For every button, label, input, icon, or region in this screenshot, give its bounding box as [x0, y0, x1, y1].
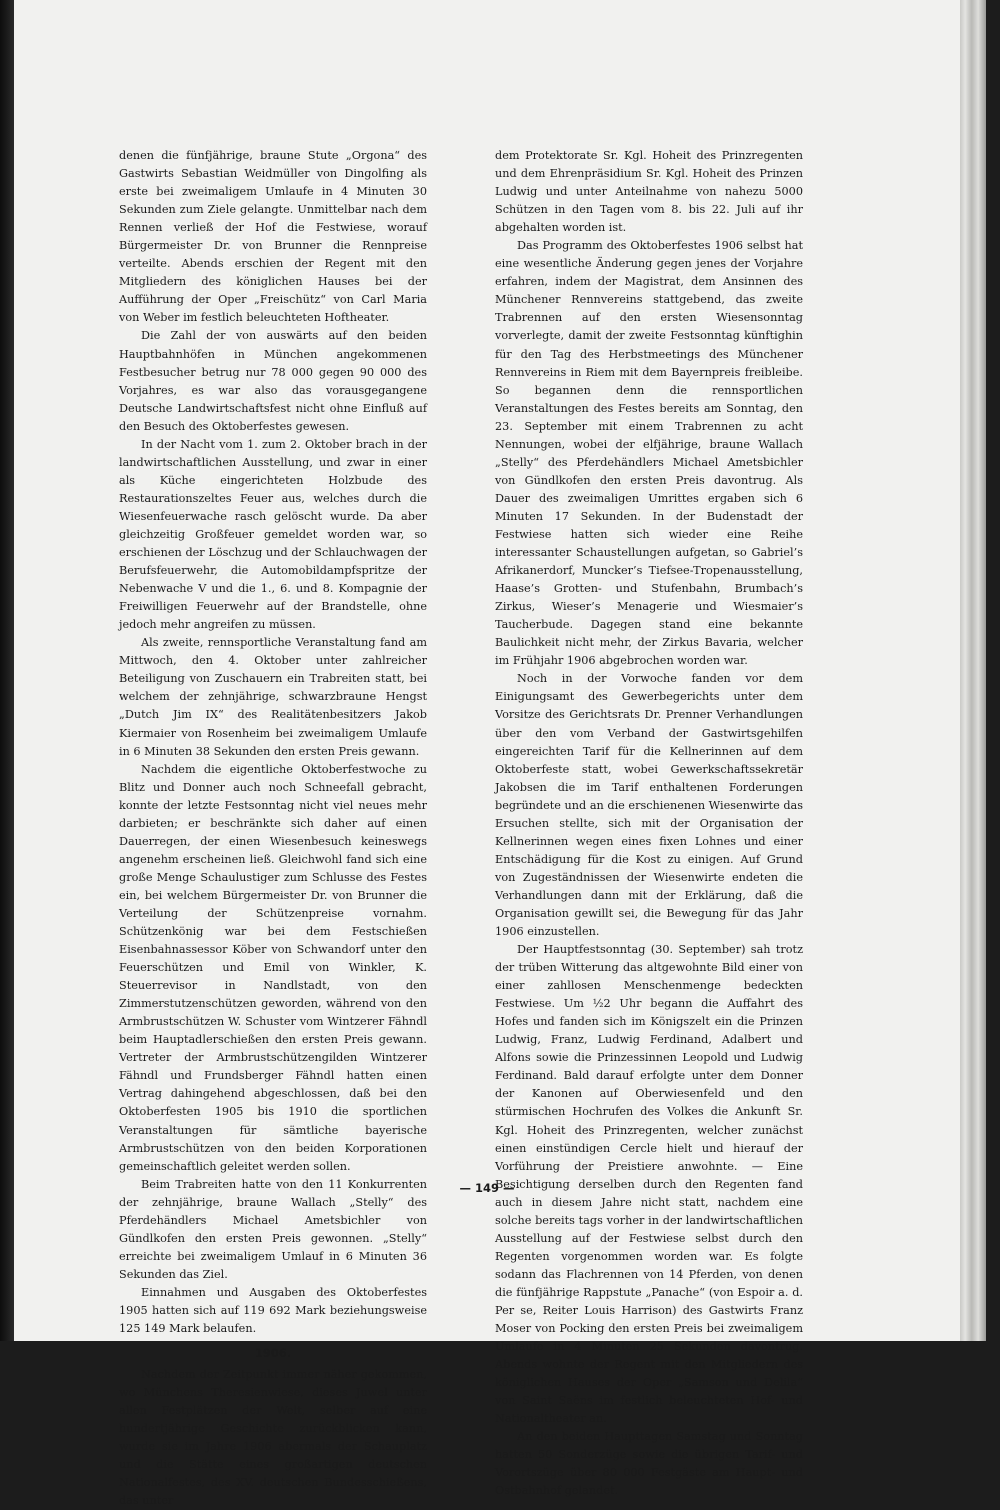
left-text-column	[119, 147, 427, 1510]
section-heading-1906: 1906.	[254, 1346, 292, 1361]
paragraph: Beim Trabreiten hatte von den 11 Konkurrenten der zehnjährige, braune Wallach „Stelly“ des Pferdehändlers Michael Ametsbichler von Gündlkofen den ersten Preis gewonnen. „Stelly“ erreichte bei zweimaligem Umlauf in 6 Minuten 36 Sekunden das Ziel.	[119, 1177, 427, 1281]
paragraph: Einnahmen und Ausgaben des Oktoberfestes 1905 hatten sich auf 119 692 Mark beziehungsweise 125 149 Mark belaufen.	[119, 1285, 427, 1336]
page-number: — 149 —	[459, 1181, 515, 1195]
paragraph: An den beiden Haupttagen Samstag und Sonntag hatten 50 Sonderzüge sowie die übrigen Tarif- und Vorortszüge über 80 000 Festgäste am Haupt- und Ostbahnhof gelandet.	[495, 1430, 803, 1498]
paragraph: Die Zahl der von auswärts auf den beiden Hauptbahnhöfen in München angekommenen Festbesucher betrug nur 78 000 gegen 90 000 des Vorjahres, es war also das vorausgegangene Deutsche Landwirtschaftsfest nicht ohne Einfluß auf den Besuch des Oktoberfestes gewesen.	[119, 329, 427, 433]
page-stack-edge	[960, 0, 986, 1341]
paragraph: dem Protektorate Sr. Kgl. Hoheit des Prinzregenten und dem Ehrenpräsidium Sr. Kgl. Hoheit des Prinzen Ludwig und unter Anteilnahme von nahezu 5000 Schützen in den Tagen vom 8. bis 22. Juli auf ihr abgehalten worden ist.	[495, 149, 803, 235]
paragraph: denen die fünfjährige, braune Stute „Orgona“ des Gastwirts Sebastian Weidmüller von Dingolfing als erste bei zweimaligem Umlaufe in 4 Minuten 30 Sekunden zum Ziele gelangte. Unmittelbar nach dem Rennen verließ der Hof die Festwiese, worauf Bürgermeister Dr. von Brunner die Rennpreise verteilte. Abends erschien der Regent mit den Mitgliedern des königlichen Hauses bei der Aufführung der Oper „Freischütz“ von Carl Maria von Weber im festlich beleuchteten Hoftheater.	[119, 149, 427, 325]
book-page	[14, 0, 960, 1508]
right-text-column	[495, 147, 803, 1501]
paragraph: Nachdem der Zeitpunkt immer näher gekommen, wo Münchens Theresienwiese, dieses Juwel unter allen Festplätzen der Welt, selber auf eine hundertjährige Geschichte zurückblicken kann, wurde sie im Jahre 1906 abermals der Schauplatz und die Stätte eines großartigen deutschen Nationalfestes, des XV. deutschen Bundesschießens, das unter	[119, 1368, 427, 1508]
paragraph: Der Hauptfestsonntag (30. September) sah trotz der trüben Witterung das altgewohnte Bild einer von einer zahllosen Menschenmenge bedeckten Festwiese. Um ½2 Uhr begann die Auffahrt des Hofes und fanden sich im Königszelt ein die Prinzen Ludwig, Franz, Ludwig Ferdinand, Adalbert und Alfons sowie die Prinzessinnen Leopold und Ludwig Ferdinand. Bald darauf erfolgte unter dem Donner der Kanonen auf Oberwiesenfeld und den stürmischen Hochrufen des Volkes die Ankunft Sr. Kgl. Hoheit des Prinzregenten, welcher zunächst einen einstündigen Cercle hielt und hierauf der Vorführung der Preistiere anwohnte. — Eine Besichtigung derselben durch den Regenten fand auch in diesem Jahre nicht statt, nachdem eine solche bereits tags vorher in der landwirtschaftlichen Ausstellung auf der Festwiese selbst durch den Regenten vorgenommen worden war. Es folgte sodann das Flachrennen von 14 Pferden, von denen die fünfjährige Rappstute „Panache“ (von Espoir a. d. Per se, Reiter Louis Harrison) des Gastwirts Franz Moser von Pocking den ersten Preis bei zweimaligem Umlaufe in 4 Minuten 25 Sekunden davontrug. Abends wohnte der Regent mit den Mitgliedern des königlichen Hauses der Oper „Samson und Delila“ von Saint Saëns im festlich beleuchteten Hof- und Nationaltheater an.	[495, 943, 803, 1426]
paragraph: Noch in der Vorwoche fanden vor dem Einigungsamt des Gewerbegerichts unter dem Vorsitze des Gerichtsrats Dr. Prenner Verhandlungen über den vom Verband der Gastwirtsgehilfen eingereichten Tarif für die Kellnerinnen auf dem Oktoberfeste statt, wobei Gewerkschaftssekretär Jakobsen die im Tarif enthaltenen Forderungen begründete und an die erschienenen Wiesenwirte das Ersuchen stellte, sich mit der Organisation der Kellnerinnen wegen eines fixen Lohnes und einer Entschädigung für die Kost zu einigen. Auf Grund von Zugeständnissen der Wiesenwirte endeten die Verhandlungen dann mit der Erklärung, daß die Organisation gewillt sei, die Bewegung für das Jahr 1906 einzustellen.	[495, 672, 803, 939]
paragraph: In der Nacht vom 1. zum 2. Oktober brach in der landwirtschaftlichen Ausstellung, und zwar in einer als Küche eingerichteten Holzbude des Restaurationszeltes Feuer aus, welches durch die Wiesenfeuerwache rasch gelöscht wurde. Da aber gleichzeitig Großfeuer gemeldet worden war, so erschienen der Löschzug und der Schlauchwagen der Berufsfeuerwehr, die Automobildampfspritze der Nebenwache V und die 1., 6. und 8. Kompagnie der Freiwilligen Feuerwehr auf der Brandstelle, ohne jedoch mehr angreifen zu müssen.	[119, 437, 427, 632]
paragraph: Nachdem die eigentliche Oktoberfestwoche zu Blitz und Donner auch noch Schneefall gebracht, konnte der letzte Festsonntag nicht viel neues mehr darbieten; er beschränkte sich daher auf einen Dauerregen, der einen Wiesenbesuch keineswegs angenehm erscheinen ließ. Gleichwohl fand sich eine große Menge Schaulustiger zum Schlusse des Festes ein, bei welchem Bürgermeister Dr. von Brunner die Verteilung der Schützenpreise vornahm. Schützenkönig war bei dem Festschießen Eisenbahnassessor Köber von Schwandorf unter den Feuerschützen und Emil von Winkler, K. Steuerrevisor in Nandlstadt, von den Zimmerstutzenschützen geworden, während von den Armbrustschützen W. Schuster vom Wintzerer Fähndl beim Hauptadlerschießen den ersten Preis gewann. Vertreter der Armbrustschützengilden Wintzerer Fähndl und Frundsberger Fähndl hatten einen Vertrag dahingehend abgeschlossen, daß bei den Oktoberfesten 1905 bis 1910 die sportlichen Veranstaltungen für sämtliche bayerische Armbrustschützen von den beiden Korporationen gemeinschaftlich geleitet werden sollen.	[119, 762, 427, 1173]
paragraph: Als zweite, rennsportliche Veranstaltung fand am Mittwoch, den 4. Oktober unter zahlreicher Beteiligung von Zuschauern ein Trabreiten statt, bei welchem der zehnjährige, schwarzbraune Hengst „Dutch Jim IX“ des Realitätenbesitzers Jakob Kiermaier von Rosenheim bei zweimaligem Umlaufe in 6 Minuten 38 Sekunden den ersten Preis gewann.	[119, 636, 427, 758]
book-spine-shadow	[0, 0, 14, 1341]
paragraph: Das Programm des Oktoberfestes 1906 selbst hat eine wesentliche Änderung gegen jenes der Vorjahre erfahren, indem der Magistrat, dem Ansinnen des Münchener Rennvereins stattgebend, das zweite Trabrennen auf den ersten Wiesensonntag vorverlegte, damit der zweite Festsonntag künftighin für den Tag des Herbstmeetings des Münchener Rennvereins in Riem mit dem Bayernpreis freibleibe. So begannen denn die rennsportlichen Veranstaltungen des Festes bereits am Sonntag, den 23. September mit einem Trabrennen zu acht Nennungen, wobei der elfjährige, braune Wallach „Stelly“ des Pferdehändlers Michael Ametsbichler von Gündlkofen den ersten Preis davontrug. Als Dauer des zweimaligen Umrittes ergaben sich 6 Minuten 17 Sekunden. In der Budenstadt der Festwiese hatten sich wieder eine Reihe interessanter Schaustellungen aufgetan, so Gabriel’s Afrikanerdorf, Muncker’s Tiefsee-Tropenausstellung, Haase’s Grotten- und Stufenbahn, Brumbach’s Zirkus, Wieser’s Menagerie und Wiesmaier’s Taucherbude. Dagegen stand eine bekannte Baulichkeit nicht mehr, der Zirkus Bavaria, welcher im Frühjahr 1906 abgebrochen worden war.	[495, 239, 803, 668]
